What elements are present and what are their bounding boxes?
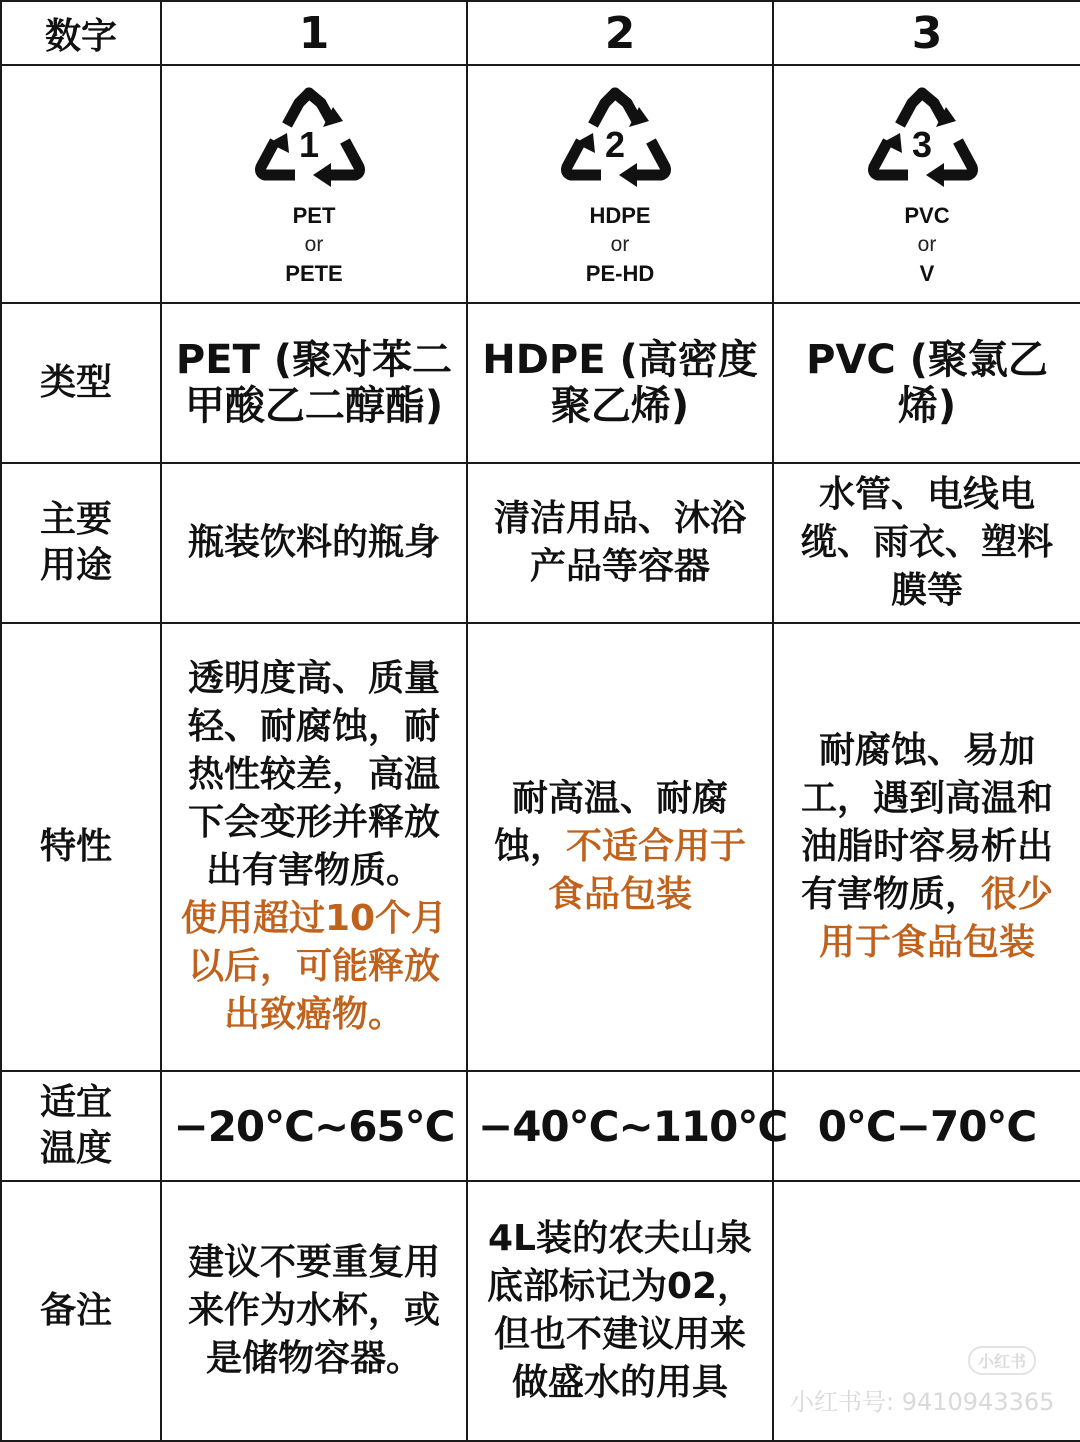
header-label: 数字 [1,1,161,65]
symbol-cell-3 [773,65,1080,303]
temperature-value-3: 0℃−70℃ [773,1071,1080,1181]
property-label: 特性 [1,623,161,1071]
type-row [1,303,1080,463]
symbol-row [1,65,1080,303]
property-warning: 很少用于食品包装 [818,874,1054,963]
recycle-digit: 2 [604,123,626,165]
property-value-3 [773,623,1080,1071]
property-value-2 [467,623,773,1071]
note-value-2: 4L装的农夫山泉底部标记为02，但也不建议用来做盛水的用具 [467,1181,773,1441]
header-number-2: 2 [467,1,773,65]
symbol-cell-1 [161,65,467,303]
temperature-row [1,1071,1080,1181]
or-text: or [917,232,937,256]
or-text: or [610,232,630,256]
recycle-icon [249,81,379,201]
resin-alt-code: V [919,260,935,286]
temperature-value-2: −40℃~110℃ [467,1071,773,1181]
header-number-1: 1 [161,1,467,65]
header-number-3: 3 [773,1,1080,65]
usage-row [1,463,1080,623]
property-value-1 [161,623,467,1071]
property-text: 透明度高、质量轻、耐腐蚀，耐热性较差，高温下会变形并释放出有害物质。 [187,658,440,891]
resin-code: PET [292,202,336,228]
resin-alt-code: PE-HD [585,260,655,286]
temperature-value-1: −20℃~65℃ [161,1071,467,1181]
note-label: 备注 [1,1181,161,1441]
recycle-digit: 3 [911,123,933,165]
usage-value-2: 清洁用品、沐浴产品等容器 [467,463,773,623]
header-row [1,1,1080,65]
or-text: or [304,232,324,256]
symbol-cell-2 [467,65,773,303]
usage-value-1: 瓶装饮料的瓶身 [161,463,467,623]
property-text: 耐腐蚀、易加工，遇到高温和油脂时容易析出有害物质， [800,730,1053,915]
type-label: 类型 [1,303,161,463]
recycle-icon [555,81,685,201]
symbol-row-label [1,65,161,303]
watermark-text: 小红书号: 9410943365 [790,1388,1055,1416]
property-text: 耐高温、耐腐蚀， [493,778,728,867]
property-warning: 不适合用于食品包装 [547,826,747,915]
temperature-label: 适宜温度 [1,1071,161,1181]
usage-value-3: 水管、电线电缆、雨衣、塑料膜等 [773,463,1080,623]
resin-code: PVC [904,202,950,228]
recycle-digit: 1 [298,123,320,165]
watermark-logo: 小红书 [968,1346,1036,1375]
resin-alt-code: PETE [285,260,343,286]
property-row [1,623,1080,1071]
recycle-icon [862,81,992,201]
note-value-1: 建议不要重复用来作为水杯，或是储物容器。 [161,1181,467,1441]
resin-code: HDPE [589,202,651,228]
type-value-3: PVC (聚氯乙烯) [773,303,1080,463]
property-warning: 使用超过10个月以后，可能释放出致癌物。 [180,898,448,1035]
type-value-2: HDPE (高密度聚乙烯) [467,303,773,463]
type-value-1: PET (聚对苯二甲酸乙二醇酯) [161,303,467,463]
usage-label: 主要用途 [1,463,161,623]
